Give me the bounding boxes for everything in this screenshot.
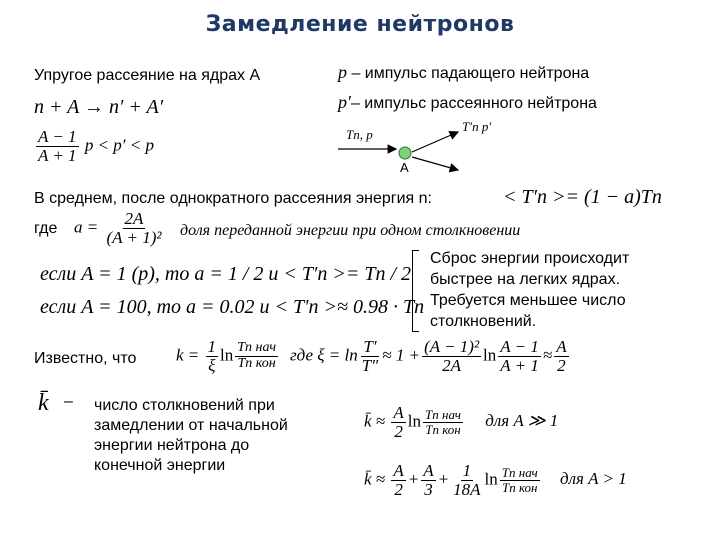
a-formula-num: 2A (124, 209, 144, 228)
a-description: доля переданной энергии при одном столкновении (180, 222, 521, 239)
xi-approx2: ≈ (542, 345, 553, 365)
limit1-condition: для A ≫ 1 (485, 411, 559, 431)
scattered-neutron-arrow (412, 132, 458, 152)
average-energy-formula: < T′n >= (1 − a)Tn (503, 186, 662, 208)
xi-f3-den: A + 1 (500, 355, 539, 375)
xi-ln: ln (483, 345, 497, 365)
limit2-lhs: k̄ ≈ (364, 469, 386, 489)
k-formula (176, 338, 280, 375)
a-formula-den: (A + 1)² (106, 227, 162, 247)
nucleus-label: A (400, 160, 409, 175)
p-definition-text: – импульс падающего нейтрона (347, 65, 590, 82)
average-energy-text: В среднем, после однократного рассеяния энергия n: (34, 190, 432, 207)
limit2-f4-num: Tn нач (501, 465, 538, 481)
limit1-f1-den: 2 (394, 421, 403, 441)
k-f1-num: 1 (207, 337, 217, 356)
xi-f1-num: T′ (363, 337, 377, 356)
example-heavy-nucleus: если A = 100, то a = 0.02 и < T′n >≈ 0.98 · Tn (40, 296, 425, 318)
limit2-f2-den: 3 (424, 479, 433, 499)
p-symbol: p (338, 62, 347, 82)
limit1-ln: ln (407, 411, 422, 431)
kbar-symbol: k̄ (38, 390, 49, 416)
xi-f3-num: A − 1 (500, 337, 539, 356)
scattering-diagram (328, 115, 528, 185)
p-definition (338, 62, 589, 83)
limit1-f2-num: Tn нач (425, 407, 461, 423)
limit2-f3-den: 18A (453, 479, 481, 499)
xi-f4-num: A (556, 337, 567, 356)
nucleus-circle (399, 147, 411, 159)
kbar-description: число столкновений при замедлении от начальной энергии нейтрона до конечной энергии (94, 397, 288, 474)
xi-approx1: ≈ 1 + (382, 345, 421, 365)
elastic-scattering-label: Упругое рассеяние на ядрах A (34, 67, 261, 84)
page-title: Замедление нейтронов (205, 12, 515, 37)
xi-f4-den: 2 (557, 355, 566, 375)
limit2-plus2: + (437, 469, 450, 489)
kbar-dash: – (64, 393, 73, 410)
momentum-frac-num: A − 1 (38, 127, 77, 146)
limit-formula-heavy (364, 404, 558, 441)
momentum-frac-den: A + 1 (38, 145, 77, 165)
incoming-label: Tn, p (346, 127, 373, 142)
limit2-plus1: + (407, 469, 420, 489)
gde-label: где (34, 220, 58, 237)
xi-f2-num: (A − 1)² (424, 337, 480, 356)
a-formula-lhs: a = (74, 217, 99, 237)
pprime-definition-text: – импульс рассеянного нейтрона (350, 95, 597, 112)
known-label: Известно, что (34, 350, 137, 367)
xi-f2-den: 2A (442, 355, 461, 375)
outgoing-label: T′n p′ (462, 119, 492, 134)
xi-formula (290, 338, 571, 375)
limit1-f1-num: A (393, 403, 404, 422)
pprime-symbol: p′ (338, 92, 351, 112)
limit2-f4-den: Tn кон (501, 479, 538, 495)
pprime-definition (338, 92, 597, 113)
limit2-f3-num: 1 (462, 461, 472, 480)
k-f2-num: Tn нач (237, 340, 276, 356)
example-hydrogen: если A = 1 (p), то a = 1 / 2 и < T′n >= Tn / 2 (40, 263, 412, 285)
recoil-nucleus-arrow (412, 157, 458, 170)
side-note: Сброс энергии происходит быстрее на легких ядрах. Требуется меньшее число столкновений. (430, 250, 630, 330)
k-ln: ln (220, 345, 234, 365)
a-formula (74, 210, 165, 247)
momentum-ineq-rest: p < p′ < p (84, 135, 154, 155)
xi-f1-den: T″ (361, 355, 379, 375)
k-formula-lhs: k = (176, 345, 200, 365)
momentum-inequality (34, 128, 154, 165)
limit2-f1-num: A (393, 461, 404, 480)
limit2-f2-num: A (423, 461, 434, 480)
limit2-f1-den: 2 (394, 479, 403, 499)
side-note-bracket (412, 250, 419, 332)
limit-formula-light (364, 462, 627, 499)
limit1-f2-den: Tn кон (425, 421, 461, 437)
k-f1-den: ξ (208, 355, 216, 375)
limit2-ln: ln (484, 469, 498, 489)
xi-lead: где ξ = ln (290, 345, 358, 365)
k-f2-den: Tn кон (237, 355, 276, 371)
reaction-formula: n + A → n′ + A′ (34, 96, 164, 118)
limit1-lhs: k̄ ≈ (364, 411, 386, 431)
limit2-condition: для A > 1 (559, 469, 627, 489)
